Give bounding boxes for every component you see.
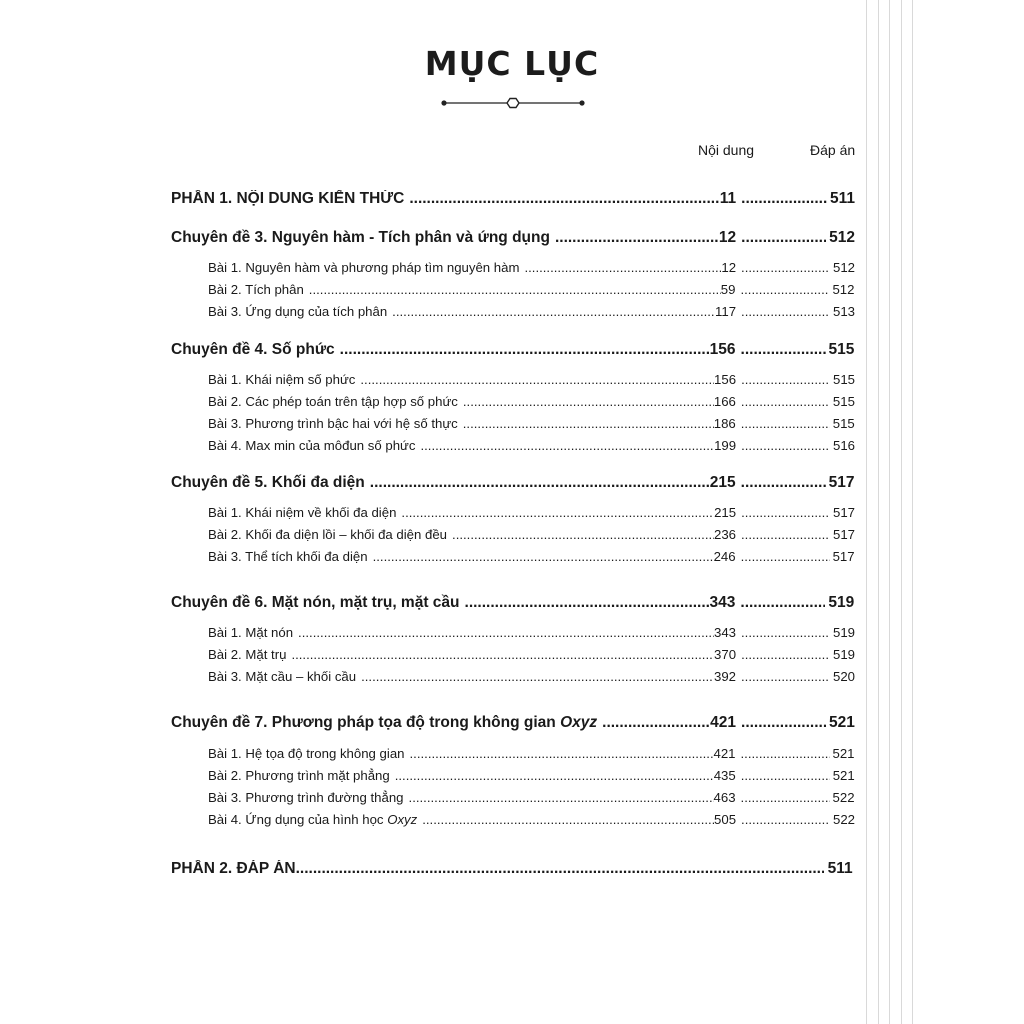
toc-entry-label: Chuyên đề 7. Phương pháp tọa độ trong không gian bbox=[171, 714, 556, 731]
toc-page-number: 59 bbox=[720, 282, 736, 297]
toc-entry-label: Bài 1. Khái niệm số phức bbox=[208, 372, 356, 387]
toc-answer-page: 520 bbox=[833, 669, 855, 684]
toc-lesson-row bbox=[208, 527, 855, 545]
column-header-content: Nội dung bbox=[698, 142, 755, 158]
toc-leader-dots bbox=[420, 438, 714, 453]
toc-leader-dots bbox=[741, 394, 830, 409]
toc-answer-page: 521 bbox=[829, 714, 855, 731]
toc-part-row bbox=[171, 860, 855, 882]
toc-line bbox=[171, 474, 855, 492]
page-title: MỤC LỤC bbox=[424, 44, 600, 83]
toc-page-number: 156 bbox=[709, 341, 736, 358]
toc-page-number: 435 bbox=[713, 768, 736, 783]
toc-leader-dots bbox=[296, 860, 824, 878]
page-edge-line bbox=[901, 0, 902, 1024]
toc-answer-page: 515 bbox=[832, 372, 855, 387]
toc-leader-dots bbox=[741, 416, 830, 431]
toc-entry-title bbox=[208, 768, 390, 783]
toc-entry-label: Bài 1. Nguyên hàm và phương pháp tìm nguyên hàm bbox=[208, 260, 520, 275]
toc-leader-dots bbox=[602, 714, 710, 732]
toc-answer-page: 517 bbox=[832, 505, 855, 520]
toc-line bbox=[208, 394, 855, 409]
toc-lesson-row bbox=[208, 625, 855, 643]
toc-line bbox=[171, 860, 855, 878]
toc-answer-page: 512 bbox=[832, 260, 855, 275]
toc-entry-title bbox=[208, 527, 447, 542]
toc-line bbox=[171, 341, 855, 359]
toc-leader-dots bbox=[309, 282, 721, 297]
toc-line bbox=[208, 768, 855, 783]
toc-entry-label: PHẦN 2. ĐÁP ÁN bbox=[171, 860, 296, 877]
toc-line bbox=[208, 790, 855, 805]
toc-leader-dots bbox=[465, 594, 710, 612]
toc-lesson-row bbox=[208, 647, 855, 665]
page-edge-line bbox=[889, 0, 890, 1024]
toc-topic-row bbox=[171, 714, 855, 736]
toc-line bbox=[171, 714, 855, 732]
toc-leader-dots bbox=[741, 341, 826, 359]
toc-answer-page: 517 bbox=[832, 527, 855, 542]
toc-entry-title bbox=[171, 860, 296, 878]
toc-entry-label: Chuyên đề 5. Khối đa diện bbox=[171, 474, 365, 491]
toc-leader-dots bbox=[741, 229, 826, 247]
toc-entry-label-italic: Oxyz bbox=[560, 714, 598, 731]
toc-page-number: 343 bbox=[713, 625, 736, 640]
toc-answer-page: 516 bbox=[832, 438, 855, 453]
toc-leader-dots bbox=[741, 505, 830, 520]
toc-entry-label: Bài 1. Hệ tọa độ trong không gian bbox=[208, 746, 405, 761]
toc-answer-page: 519 bbox=[828, 594, 855, 611]
toc-leader-dots bbox=[422, 812, 714, 827]
toc-entry-label: Bài 1. Khái niệm về khối đa diện bbox=[208, 505, 397, 520]
toc-line bbox=[171, 229, 855, 247]
toc-leader-dots bbox=[741, 625, 830, 640]
toc-page-number: 11 bbox=[719, 190, 737, 207]
toc-page-number: 12 bbox=[721, 260, 737, 275]
column-header-answers: Đáp án bbox=[810, 142, 856, 158]
toc-leader-dots bbox=[741, 714, 826, 732]
toc-line bbox=[171, 594, 855, 612]
toc-answer-page: 517 bbox=[828, 474, 855, 491]
toc-entry-label: Bài 3. Thể tích khối đa diện bbox=[208, 549, 368, 564]
toc-answer-page: 515 bbox=[832, 394, 855, 409]
toc-leader-dots bbox=[741, 438, 830, 453]
toc-topic-row bbox=[171, 594, 855, 616]
toc-entry-title bbox=[171, 229, 550, 247]
toc-answer-page: 512 bbox=[829, 229, 855, 246]
toc-page-number: 421 bbox=[713, 746, 736, 761]
toc-page-number: 236 bbox=[713, 527, 736, 542]
toc-line bbox=[208, 625, 855, 640]
toc-line bbox=[208, 647, 855, 662]
toc-entry-title bbox=[208, 790, 404, 805]
toc-leader-dots bbox=[741, 768, 830, 783]
toc-answer-page: 521 bbox=[832, 768, 855, 783]
toc-answer-page: 522 bbox=[832, 812, 855, 827]
title-ornament bbox=[441, 97, 585, 109]
toc-entry-label-italic: Oxyz bbox=[387, 812, 418, 827]
toc-entry-label: Chuyên đề 3. Nguyên hàm - Tích phân và ứng dụng bbox=[171, 229, 550, 246]
toc-entry-label: Bài 4. Ứng dụng của hình học bbox=[208, 812, 384, 827]
toc-answer-page: 519 bbox=[832, 625, 855, 640]
toc-line bbox=[208, 282, 855, 297]
toc-leader-dots bbox=[741, 372, 830, 387]
toc-leader-dots bbox=[740, 282, 829, 297]
toc-lesson-row bbox=[208, 746, 855, 764]
toc-leader-dots bbox=[741, 304, 830, 319]
toc-entry-title bbox=[208, 647, 286, 662]
page-edge-line bbox=[912, 0, 913, 1024]
toc-leader-dots bbox=[298, 625, 714, 640]
toc-lesson-row bbox=[208, 505, 855, 523]
toc-leader-dots bbox=[409, 790, 714, 805]
toc-leader-dots bbox=[741, 669, 830, 684]
toc-line bbox=[208, 438, 855, 453]
toc-line bbox=[208, 260, 855, 275]
toc-answer-page: 517 bbox=[832, 549, 855, 564]
toc-entry-label: Chuyên đề 6. Mặt nón, mặt trụ, mặt cầu bbox=[171, 594, 460, 611]
toc-page-number: 186 bbox=[713, 416, 736, 431]
toc-lesson-row bbox=[208, 394, 855, 412]
toc-leader-dots bbox=[410, 746, 714, 761]
toc-page-number: 156 bbox=[714, 372, 737, 387]
toc-entry-label: Bài 3. Ứng dụng của tích phân bbox=[208, 304, 388, 319]
toc-leader-dots bbox=[741, 549, 830, 564]
toc-answer-page: 511 bbox=[829, 190, 855, 207]
toc-line bbox=[208, 669, 855, 684]
toc-answer-page: 513 bbox=[832, 304, 855, 319]
toc-entry-title bbox=[208, 416, 458, 431]
toc-lesson-row bbox=[208, 260, 855, 278]
toc-leader-dots bbox=[452, 527, 714, 542]
toc-entry-title bbox=[208, 438, 415, 453]
toc-entry-title bbox=[208, 372, 355, 387]
toc-entry-title bbox=[208, 304, 387, 319]
toc-page-number: 215 bbox=[714, 505, 737, 520]
toc-lesson-row bbox=[208, 768, 855, 786]
toc-leader-dots bbox=[741, 790, 830, 805]
toc-entry-title bbox=[171, 594, 460, 612]
toc-lesson-row bbox=[208, 790, 855, 808]
toc-entry-title bbox=[171, 714, 597, 732]
toc-leader-dots bbox=[395, 768, 714, 783]
toc-leader-dots bbox=[291, 647, 714, 662]
toc-entry-label: Bài 3. Mặt cầu – khối cầu bbox=[208, 669, 357, 684]
toc-page-number: 12 bbox=[718, 229, 737, 246]
toc-page-number: 392 bbox=[714, 669, 737, 684]
toc-leader-dots bbox=[741, 812, 830, 827]
toc-page-number: 215 bbox=[709, 474, 736, 491]
toc-entry-title bbox=[208, 505, 396, 520]
toc-lesson-row bbox=[208, 372, 855, 390]
toc-entry-label: Bài 2. Các phép toán trên tập hợp số phức bbox=[208, 394, 458, 409]
toc-entry-title bbox=[171, 190, 404, 208]
toc-answer-page: 512 bbox=[832, 282, 855, 297]
toc-answer-page: 522 bbox=[832, 790, 855, 805]
toc-page-number: 246 bbox=[713, 549, 736, 564]
toc-leader-dots bbox=[401, 505, 714, 520]
toc-part-row bbox=[171, 190, 855, 212]
toc-entry-title bbox=[208, 549, 368, 564]
toc-page-number: 505 bbox=[714, 812, 737, 827]
toc-topic-row bbox=[171, 229, 855, 251]
toc-entry-label: Bài 2. Phương trình mặt phẳng bbox=[208, 768, 390, 783]
toc-entry-title bbox=[208, 260, 519, 275]
toc-answer-page: 515 bbox=[832, 416, 855, 431]
toc-leader-dots bbox=[463, 416, 714, 431]
toc-lesson-row bbox=[208, 812, 855, 830]
toc-topic-row bbox=[171, 341, 855, 363]
toc-leader-dots bbox=[741, 746, 830, 761]
toc-line bbox=[208, 505, 855, 520]
toc-page-number: 463 bbox=[713, 790, 736, 805]
toc-line bbox=[208, 416, 855, 431]
toc-lesson-row bbox=[208, 549, 855, 567]
toc-page-number: 343 bbox=[709, 594, 736, 611]
toc-entry-label: Bài 4. Max min của môđun số phức bbox=[208, 438, 416, 453]
toc-answer-page: 511 bbox=[827, 860, 853, 877]
toc-leader-dots bbox=[392, 304, 715, 319]
toc-leader-dots bbox=[360, 372, 714, 387]
toc-lesson-row bbox=[208, 438, 855, 456]
toc-leader-dots bbox=[463, 394, 714, 409]
toc-lesson-row bbox=[208, 304, 855, 322]
toc-leader-dots bbox=[409, 190, 719, 208]
toc-lesson-row bbox=[208, 282, 855, 300]
toc-lesson-row bbox=[208, 416, 855, 434]
toc-leader-dots bbox=[555, 229, 719, 247]
toc-entry-label: Bài 3. Phương trình bậc hai với hệ số thực bbox=[208, 416, 458, 431]
toc-line bbox=[208, 549, 855, 564]
toc-page-number: 166 bbox=[713, 394, 736, 409]
page-edge-line bbox=[878, 0, 879, 1024]
page-edge-line bbox=[866, 0, 867, 1024]
toc-entry-label: Bài 1. Mặt nón bbox=[208, 625, 294, 640]
toc-page-number: 199 bbox=[714, 438, 737, 453]
toc-page-number: 421 bbox=[710, 714, 737, 731]
toc-page-number: 117 bbox=[715, 304, 737, 319]
toc-leader-dots bbox=[741, 647, 830, 662]
toc-answer-page: 521 bbox=[832, 746, 855, 761]
toc-line bbox=[171, 190, 855, 208]
toc-leader-dots bbox=[524, 260, 721, 275]
toc-page-number: 370 bbox=[714, 647, 737, 662]
toc-entry-title bbox=[208, 282, 304, 297]
toc-line bbox=[208, 527, 855, 542]
toc-leader-dots bbox=[340, 341, 710, 359]
toc-entry-label: Bài 3. Phương trình đường thẳng bbox=[208, 790, 404, 805]
toc-entry-label: Bài 2. Tích phân bbox=[208, 282, 304, 297]
toc-entry-title bbox=[208, 746, 405, 761]
toc-lesson-row bbox=[208, 669, 855, 687]
toc-topic-row bbox=[171, 474, 855, 496]
toc-leader-dots bbox=[741, 260, 830, 275]
toc-entry-label: Bài 2. Mặt trụ bbox=[208, 647, 287, 662]
toc-entry-label: Bài 2. Khối đa diện lồi – khối đa diện đều bbox=[208, 527, 448, 542]
toc-entry-label: PHẦN 1. NỘI DUNG KIẾN THỨC bbox=[171, 190, 405, 207]
toc-line bbox=[208, 372, 855, 387]
toc-leader-dots bbox=[361, 669, 714, 684]
toc-leader-dots bbox=[373, 549, 714, 564]
toc-answer-page: 515 bbox=[828, 341, 855, 358]
toc-leader-dots bbox=[741, 474, 826, 492]
toc-entry-title bbox=[171, 341, 335, 359]
toc-leader-dots bbox=[740, 594, 825, 612]
toc-entry-title bbox=[171, 474, 365, 492]
toc-leader-dots bbox=[370, 474, 710, 492]
toc-leader-dots bbox=[741, 190, 827, 208]
toc-leader-dots bbox=[741, 527, 830, 542]
toc-entry-title bbox=[208, 394, 458, 409]
toc-line bbox=[208, 304, 855, 319]
toc-entry-title bbox=[208, 812, 417, 827]
toc-answer-page: 519 bbox=[832, 647, 855, 662]
toc-entry-title bbox=[208, 625, 293, 640]
toc-entry-title bbox=[208, 669, 356, 684]
toc-line bbox=[208, 746, 855, 761]
toc-line bbox=[208, 812, 855, 827]
toc-entry-label: Chuyên đề 4. Số phức bbox=[171, 341, 335, 358]
